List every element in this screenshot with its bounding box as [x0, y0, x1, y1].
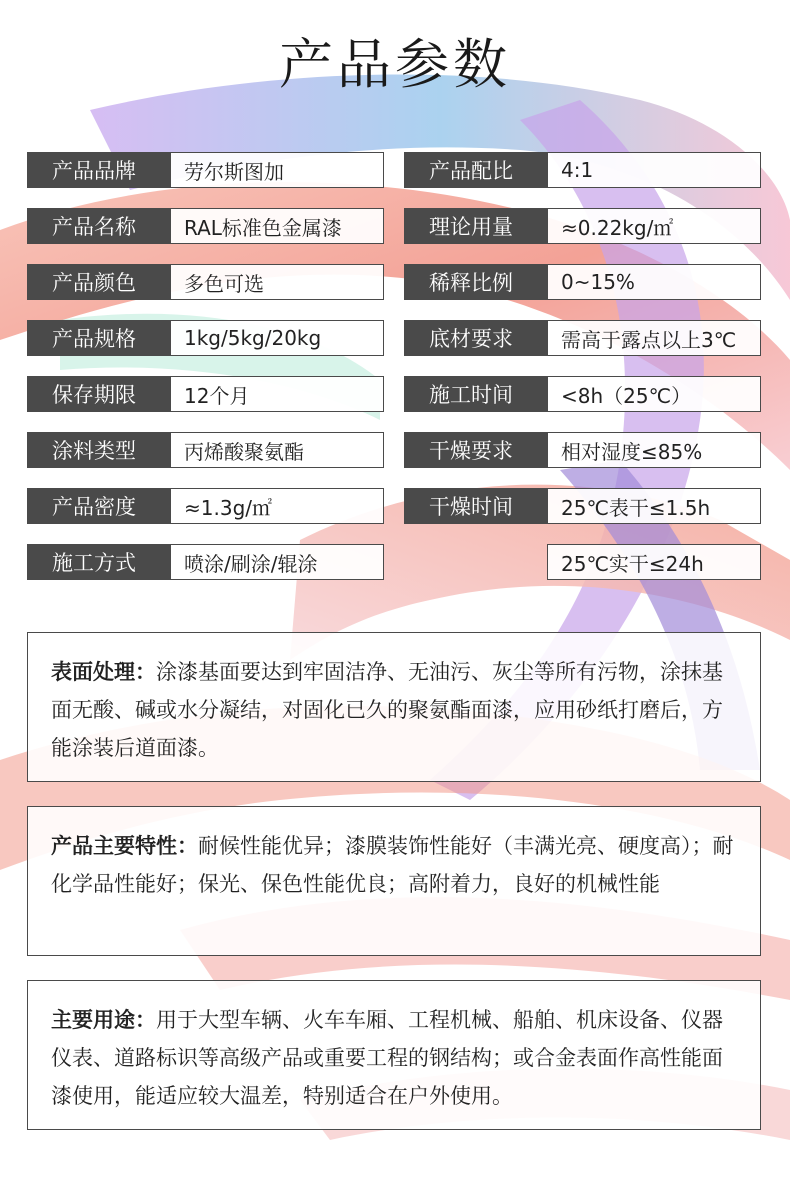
- section-text: 涂漆基面要达到牢固洁净、无油污、灰尘等所有污物，涂抹基面无酸、碱或水分凝结，对固化已久的聚氨酯面漆，应用砂纸打磨后，方能涂装后道面漆。: [51, 660, 723, 760]
- param-value-substrate: 需高于露点以上3℃: [547, 320, 761, 356]
- param-label-ratio: 产品配比: [404, 152, 548, 188]
- section-text: 用于大型车辆、火车车厢、工程机械、船舶、机床设备、仪器仪表、道路标识等高级产品或重要工程的钢结构；或合金表面作高性能面漆使用，能适应较大温差，特别适合在户外使用。: [51, 1008, 723, 1108]
- param-value-dilution: 0~15%: [547, 264, 761, 300]
- param-value-ratio: 4:1: [547, 152, 761, 188]
- param-value-usage: ≈0.22kg/㎡: [547, 208, 761, 244]
- section-heading: 主要用途：: [51, 1008, 156, 1032]
- param-value-brand: 劳尔斯图加: [170, 152, 384, 188]
- param-label-work-time: 施工时间: [404, 376, 548, 412]
- param-label-dry-time: 干燥时间: [404, 488, 548, 524]
- param-label-substrate: 底材要求: [404, 320, 548, 356]
- param-label-color: 产品颜色: [27, 264, 171, 300]
- param-value-name: RAL标准色金属漆: [170, 208, 384, 244]
- section-main-features: [27, 806, 761, 956]
- param-label-dry-req: 干燥要求: [404, 432, 548, 468]
- param-value-shelf-life: 12个月: [170, 376, 384, 412]
- section-main-uses: [27, 980, 761, 1130]
- param-value-color: 多色可选: [170, 264, 384, 300]
- param-label-method: 施工方式: [27, 544, 171, 580]
- param-label-dilution: 稀释比例: [404, 264, 548, 300]
- param-label-shelf-life: 保存期限: [27, 376, 171, 412]
- section-surface-treatment: [27, 632, 761, 782]
- param-label-name: 产品名称: [27, 208, 171, 244]
- param-value-coating-type: 丙烯酸聚氨酯: [170, 432, 384, 468]
- param-label-spec: 产品规格: [27, 320, 171, 356]
- param-label-density: 产品密度: [27, 488, 171, 524]
- param-value-dry-time: 25℃表干≤1.5h: [547, 488, 761, 524]
- section-text: 耐候性能优异；漆膜装饰性能好（丰满光亮、硬度高）；耐化学品性能好；保光、保色性能优良；高附着力，良好的机械性能: [51, 834, 734, 896]
- param-label-usage: 理论用量: [404, 208, 548, 244]
- param-value-dry-req: 相对湿度≤85%: [547, 432, 761, 468]
- section-heading: 表面处理：: [51, 660, 156, 684]
- param-label-coating-type: 涂料类型: [27, 432, 171, 468]
- section-heading: 产品主要特性：: [51, 834, 198, 858]
- param-value-density: ≈1.3g/㎡: [170, 488, 384, 524]
- param-label-brand: 产品品牌: [27, 152, 171, 188]
- page-title: 产品参数: [279, 33, 511, 96]
- param-value-hard-dry: 25℃实干≤24h: [547, 544, 761, 580]
- param-value-method: 喷涂/刷涂/辊涂: [170, 544, 384, 580]
- param-value-spec: 1kg/5kg/20kg: [170, 320, 384, 356]
- param-value-work-time: <8h（25℃）: [547, 376, 761, 412]
